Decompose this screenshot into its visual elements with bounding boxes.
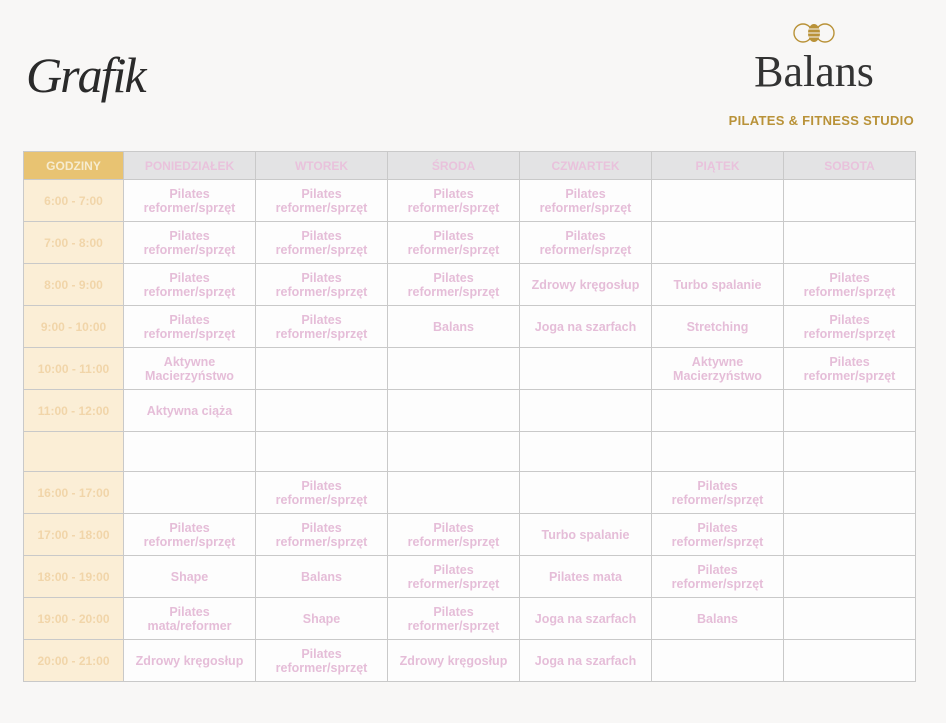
table-row xyxy=(24,264,916,306)
class-cell: Pilates reformer/sprzęt xyxy=(784,348,916,390)
hour-cell: 16:00 - 17:00 xyxy=(24,472,124,514)
class-cell: Balans xyxy=(256,556,388,598)
class-cell: Aktywna ciąża xyxy=(124,390,256,432)
class-cell: Pilates reformer/sprzęt xyxy=(388,222,520,264)
class-cell: Shape xyxy=(256,598,388,640)
page-title: Grafik xyxy=(26,47,145,103)
class-cell: Pilates mata/reformer xyxy=(124,598,256,640)
class-cell: Joga na szarfach xyxy=(520,640,652,682)
class-cell: Pilates reformer/sprzęt xyxy=(124,180,256,222)
class-cell xyxy=(784,390,916,432)
class-cell: Zdrowy kręgosłup xyxy=(388,640,520,682)
hour-cell: 11:00 - 12:00 xyxy=(24,390,124,432)
class-cell xyxy=(784,180,916,222)
class-cell: Pilates reformer/sprzęt xyxy=(520,222,652,264)
class-cell xyxy=(520,432,652,472)
hour-cell xyxy=(24,432,124,472)
class-cell: Joga na szarfach xyxy=(520,598,652,640)
class-cell xyxy=(256,348,388,390)
class-cell xyxy=(784,222,916,264)
hour-cell: 7:00 - 8:00 xyxy=(24,222,124,264)
class-cell: Balans xyxy=(388,306,520,348)
class-cell: Pilates reformer/sprzęt xyxy=(784,306,916,348)
class-cell: Zdrowy kręgosłup xyxy=(520,264,652,306)
class-cell xyxy=(388,390,520,432)
column-header-thursday: CZWARTEK xyxy=(520,152,652,180)
hour-cell: 19:00 - 20:00 xyxy=(24,598,124,640)
class-cell xyxy=(124,432,256,472)
class-cell: Turbo spalanie xyxy=(652,264,784,306)
class-cell: Aktywne Macierzyństwo xyxy=(124,348,256,390)
class-cell xyxy=(256,432,388,472)
table-row xyxy=(24,514,916,556)
class-cell xyxy=(256,390,388,432)
class-cell: Pilates reformer/sprzęt xyxy=(784,264,916,306)
class-cell: Pilates reformer/sprzęt xyxy=(256,472,388,514)
hour-cell: 18:00 - 19:00 xyxy=(24,556,124,598)
column-header-wednesday: ŚRODA xyxy=(388,152,520,180)
class-cell xyxy=(652,180,784,222)
table-row xyxy=(24,472,916,514)
hour-cell: 10:00 - 11:00 xyxy=(24,348,124,390)
table-row xyxy=(24,432,916,472)
class-cell: Joga na szarfach xyxy=(520,306,652,348)
class-cell xyxy=(784,556,916,598)
class-cell: Pilates reformer/sprzęt xyxy=(652,472,784,514)
table-row xyxy=(24,222,916,264)
hour-cell: 8:00 - 9:00 xyxy=(24,264,124,306)
table-row xyxy=(24,556,916,598)
brand-block xyxy=(714,22,914,94)
hour-cell: 9:00 - 10:00 xyxy=(24,306,124,348)
class-cell: Pilates reformer/sprzęt xyxy=(256,222,388,264)
column-header-monday: PONIEDZIAŁEK xyxy=(124,152,256,180)
table-row xyxy=(24,390,916,432)
class-cell: Pilates reformer/sprzęt xyxy=(256,180,388,222)
class-cell xyxy=(124,472,256,514)
class-cell: Zdrowy kręgosłup xyxy=(124,640,256,682)
class-cell: Pilates reformer/sprzęt xyxy=(520,180,652,222)
table-row xyxy=(24,348,916,390)
class-cell xyxy=(520,348,652,390)
class-cell: Stretching xyxy=(652,306,784,348)
class-cell xyxy=(784,640,916,682)
class-cell: Balans xyxy=(652,598,784,640)
class-cell: Pilates reformer/sprzęt xyxy=(256,264,388,306)
class-cell xyxy=(784,472,916,514)
class-cell: Pilates reformer/sprzęt xyxy=(256,640,388,682)
class-cell xyxy=(784,432,916,472)
brand-name: Balans xyxy=(754,47,874,96)
table-row xyxy=(24,598,916,640)
class-cell: Pilates reformer/sprzęt xyxy=(256,306,388,348)
class-cell: Shape xyxy=(124,556,256,598)
class-cell xyxy=(652,390,784,432)
class-cell: Turbo spalanie xyxy=(520,514,652,556)
column-header-tuesday: WTOREK xyxy=(256,152,388,180)
brand-subtitle: PILATES & FITNESS STUDIO xyxy=(728,113,914,128)
class-cell: Pilates reformer/sprzęt xyxy=(124,306,256,348)
table-row xyxy=(24,640,916,682)
table-row xyxy=(24,180,916,222)
class-cell xyxy=(388,472,520,514)
class-cell xyxy=(388,432,520,472)
schedule-body xyxy=(24,180,916,682)
table-row xyxy=(24,306,916,348)
class-cell xyxy=(784,598,916,640)
class-cell xyxy=(784,514,916,556)
class-cell: Pilates reformer/sprzęt xyxy=(124,264,256,306)
class-cell: Pilates reformer/sprzęt xyxy=(388,556,520,598)
class-cell xyxy=(388,348,520,390)
column-header-hours: GODZINY xyxy=(24,152,124,180)
class-cell: Pilates reformer/sprzęt xyxy=(388,180,520,222)
class-cell xyxy=(652,432,784,472)
class-cell: Pilates reformer/sprzęt xyxy=(124,514,256,556)
column-header-saturday: SOBOTA xyxy=(784,152,916,180)
class-cell: Pilates reformer/sprzęt xyxy=(124,222,256,264)
class-cell: Pilates reformer/sprzęt xyxy=(388,514,520,556)
column-header-friday: PIĄTEK xyxy=(652,152,784,180)
class-cell: Pilates reformer/sprzęt xyxy=(652,514,784,556)
class-cell xyxy=(520,472,652,514)
class-cell: Pilates reformer/sprzęt xyxy=(256,514,388,556)
class-cell xyxy=(652,222,784,264)
schedule-table xyxy=(23,151,916,682)
balans-logo-icon xyxy=(791,22,837,44)
class-cell xyxy=(652,640,784,682)
class-cell: Pilates reformer/sprzęt xyxy=(388,598,520,640)
hour-cell: 20:00 - 21:00 xyxy=(24,640,124,682)
class-cell xyxy=(520,390,652,432)
class-cell: Pilates reformer/sprzęt xyxy=(652,556,784,598)
schedule-header-row xyxy=(24,152,916,180)
class-cell: Pilates mata xyxy=(520,556,652,598)
class-cell: Pilates reformer/sprzęt xyxy=(388,264,520,306)
hour-cell: 6:00 - 7:00 xyxy=(24,180,124,222)
class-cell: Aktywne Macierzyństwo xyxy=(652,348,784,390)
hour-cell: 17:00 - 18:00 xyxy=(24,514,124,556)
